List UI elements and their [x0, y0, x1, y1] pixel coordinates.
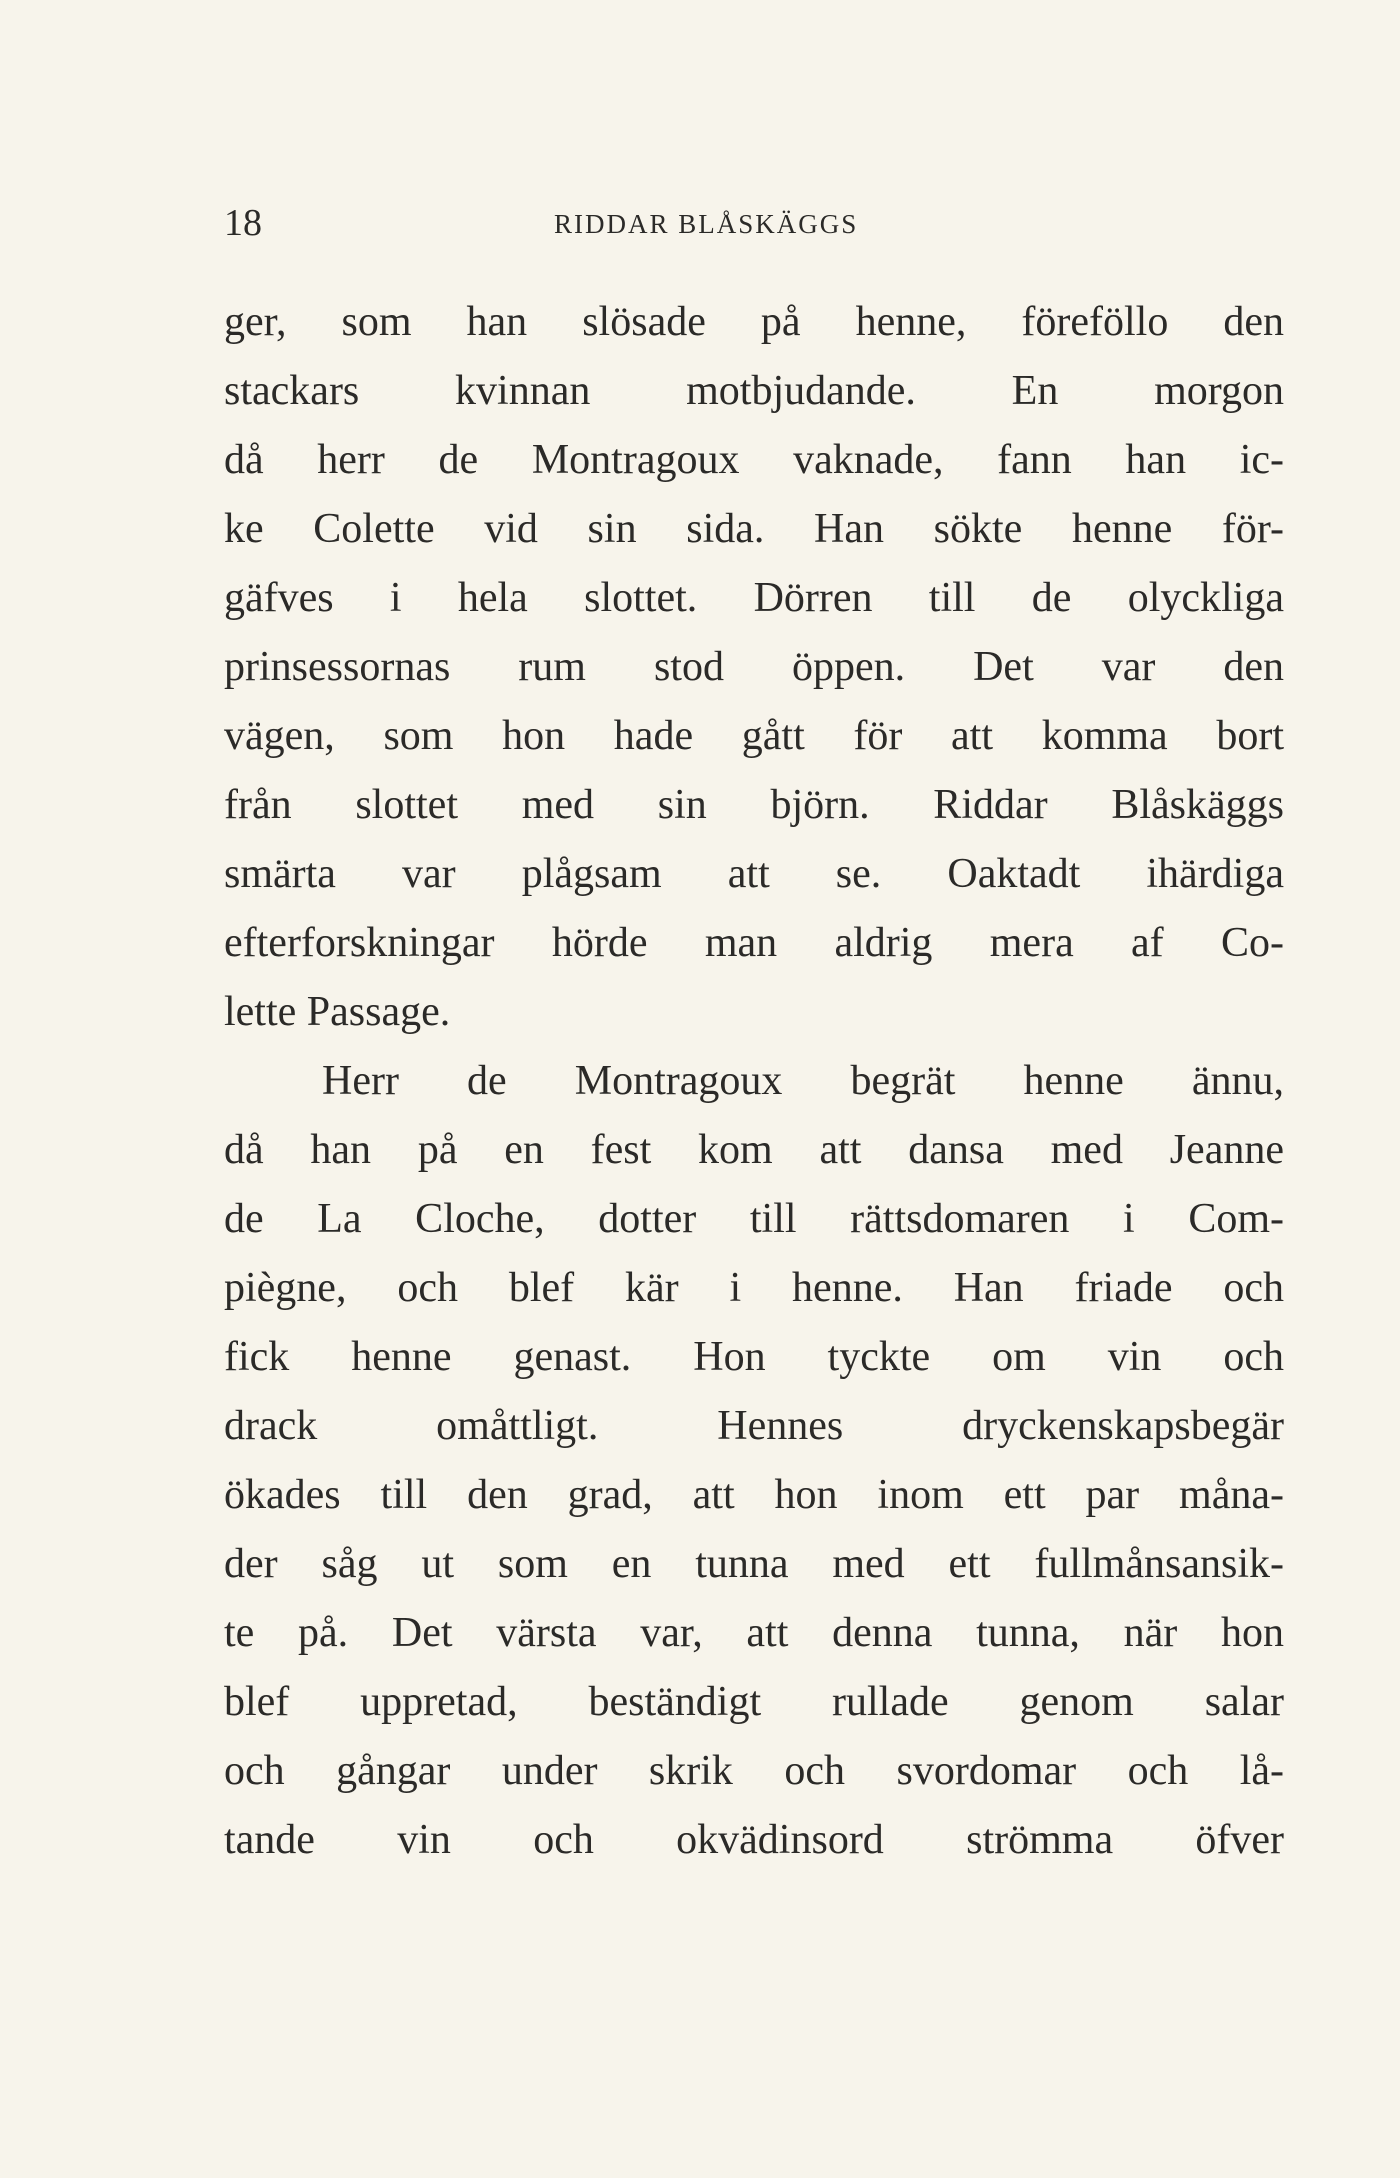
running-title: RIDDAR BLÅSKÄGGS [554, 209, 859, 239]
text-line: tande vin och okvädinsord strömma öfver [224, 1817, 1284, 1863]
text-line: vägen, som hon hade gått för att komma bort [224, 713, 1284, 759]
text-line: stackars kvinnan motbjudande. En morgon [224, 368, 1284, 414]
text-line: piègne, och blef kär i henne. Han friade och [224, 1265, 1284, 1311]
running-head [224, 198, 1284, 248]
text-line: de La Cloche, dotter till rättsdomaren i Com- [224, 1196, 1284, 1242]
text-line: der såg ut som en tunna med ett fullmånsansik- [224, 1541, 1284, 1587]
text-line: gäfves i hela slottet. Dörren till de olyckliga [224, 575, 1284, 621]
text-line: blef uppretad, beständigt rullade genom salar [224, 1679, 1284, 1725]
text-line: efterforskningar hörde man aldrig mera af Co- [224, 920, 1284, 966]
text-line: prinsessornas rum stod öppen. Det var den [224, 644, 1284, 690]
text-line: ke Colette vid sin sida. Han sökte henne för- [224, 506, 1284, 552]
paragraph-start-line: Herr de Montragoux begrät henne ännu, [322, 1058, 1284, 1104]
text-line: ökades till den grad, att hon inom ett par måna- [224, 1472, 1284, 1518]
text-line: drack omåttligt. Hennes dryckenskapsbegär [224, 1403, 1284, 1449]
text-line: från slottet med sin björn. Riddar Blåskäggs [224, 782, 1284, 828]
text-line: då herr de Montragoux vaknade, fann han ic- [224, 437, 1284, 483]
text-line: smärta var plågsam att se. Oaktadt ihärdiga [224, 851, 1284, 897]
body-text [224, 288, 1284, 1875]
text-line: te på. Det värsta var, att denna tunna, när hon [224, 1610, 1284, 1656]
text-line: fick henne genast. Hon tyckte om vin och [224, 1334, 1284, 1380]
page-number: 18 [224, 202, 262, 244]
text-line: ger, som han slösade på henne, föreföllo den [224, 299, 1284, 345]
paragraph-end-line: lette Passage. [224, 989, 451, 1035]
text-line: då han på en fest kom att dansa med Jeanne [224, 1127, 1284, 1173]
text-line: och gångar under skrik och svordomar och lå- [224, 1748, 1284, 1794]
